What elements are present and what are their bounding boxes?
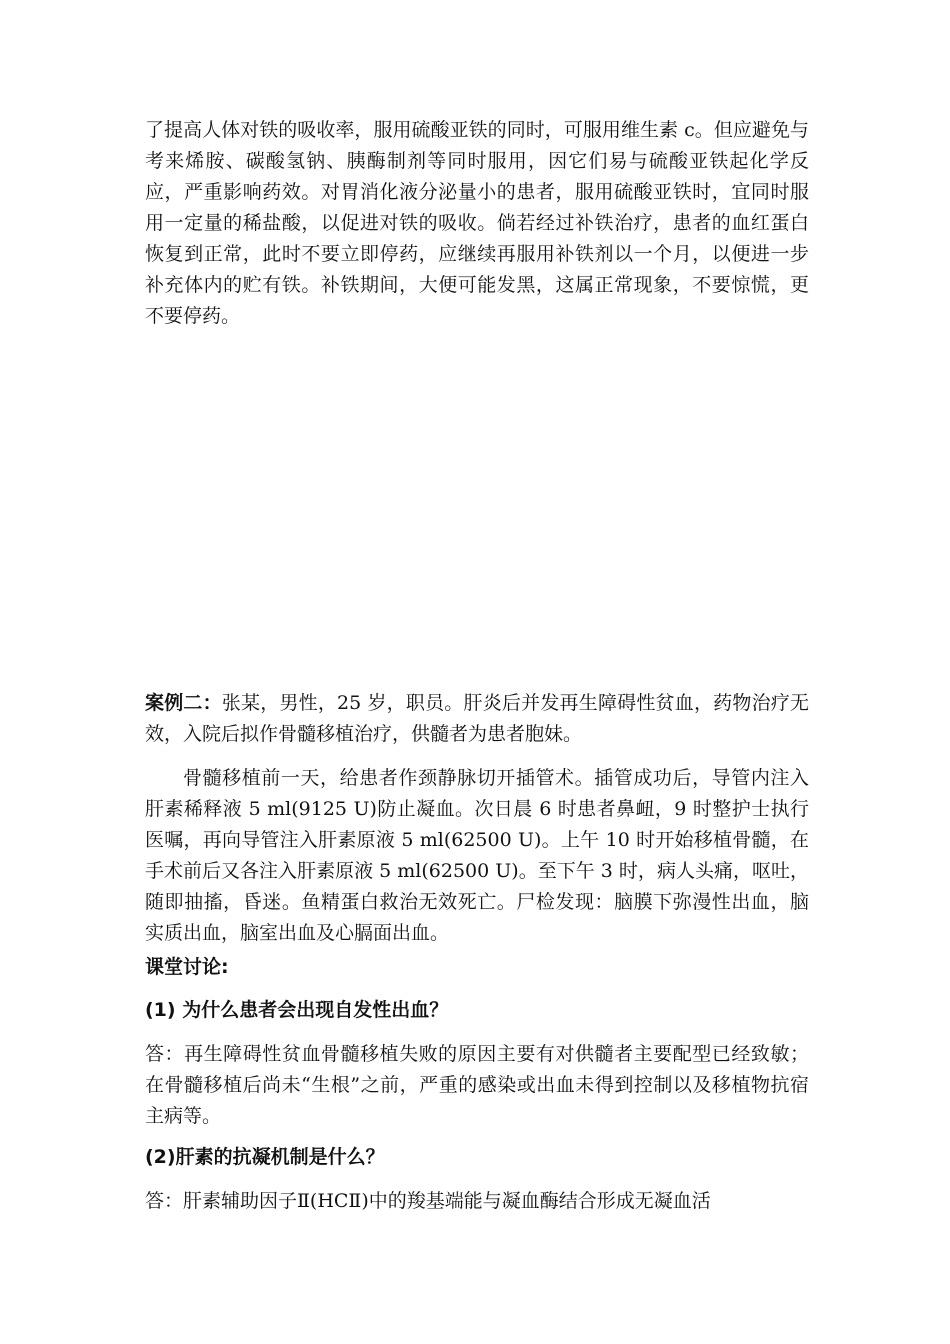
answer-2: 答：肝素辅助因子Ⅱ(HCⅡ)中的羧基端能与凝血酶结合形成无凝血活 xyxy=(145,1190,711,1212)
case2-paragraph xyxy=(145,688,809,750)
question-2: (2)肝素的抗凝机制是什么？ xyxy=(145,1146,385,1168)
case2-label: 案例二： xyxy=(145,692,222,714)
case2-text: 张某，男性，25 岁，职员。肝炎后并发再生障碍性贫血，药物治疗无效，入院后拟作骨髓移植治疗，供髓者为患者胞妹。 xyxy=(145,692,809,745)
answer-1: 答：再生障碍性贫血骨髓移植失败的原因主要有对供髓者主要配型已经致敏；在骨髓移植后尚未“生根”之前，严重的感染或出血未得到控制以及移植物抗宿主病等。 xyxy=(145,1043,809,1127)
intro-paragraph: 了提高人体对铁的吸收率，服用硫酸亚铁的同时，可服用维生素 c。但应避免与考来烯胺、碳酸氢钠、胰酶制剂等同时服用，因它们易与硫酸亚铁起化学反应，严重影响药效。对胃消化液分泌量小的患者，服用硫酸亚铁时，宜同时服用一定量的稀盐酸，以促进对铁的吸收。倘若经过补铁治疗，患者的血红蛋白恢复到正常，此时不要立即停药，应继续再服用补铁剂以一个月，以便进一步补充体内的贮有铁。补铁期间，大便可能发黑，这属正常现象，不要惊慌，更不要停药。 xyxy=(145,119,809,327)
question-1: (1) 为什么患者会出现自发性出血？ xyxy=(145,999,449,1021)
discussion-heading: 课堂讨论: xyxy=(145,956,229,978)
case2-detail-paragraph: 骨髓移植前一天，给患者作颈静脉切开插管术。插管成功后，导管内注入肝素稀释液 5 ml(9125 U)防止凝血。次日晨 6 时患者鼻衄，9 时整护士执行医嘱，再向导管注入肝素原液 5 ml(62500 U)。上午 10 时开始移植骨髓，在手术前后又各注入肝素原液 5 ml(62500 U)。至下午 3 时，病人头痛，呕吐，随即抽搐，昏迷。鱼精蛋白救治无效死亡。尸检发现：脑膜下弥漫性出血，脑实质出血，脑室出血及心膈面出血。 xyxy=(145,767,809,944)
